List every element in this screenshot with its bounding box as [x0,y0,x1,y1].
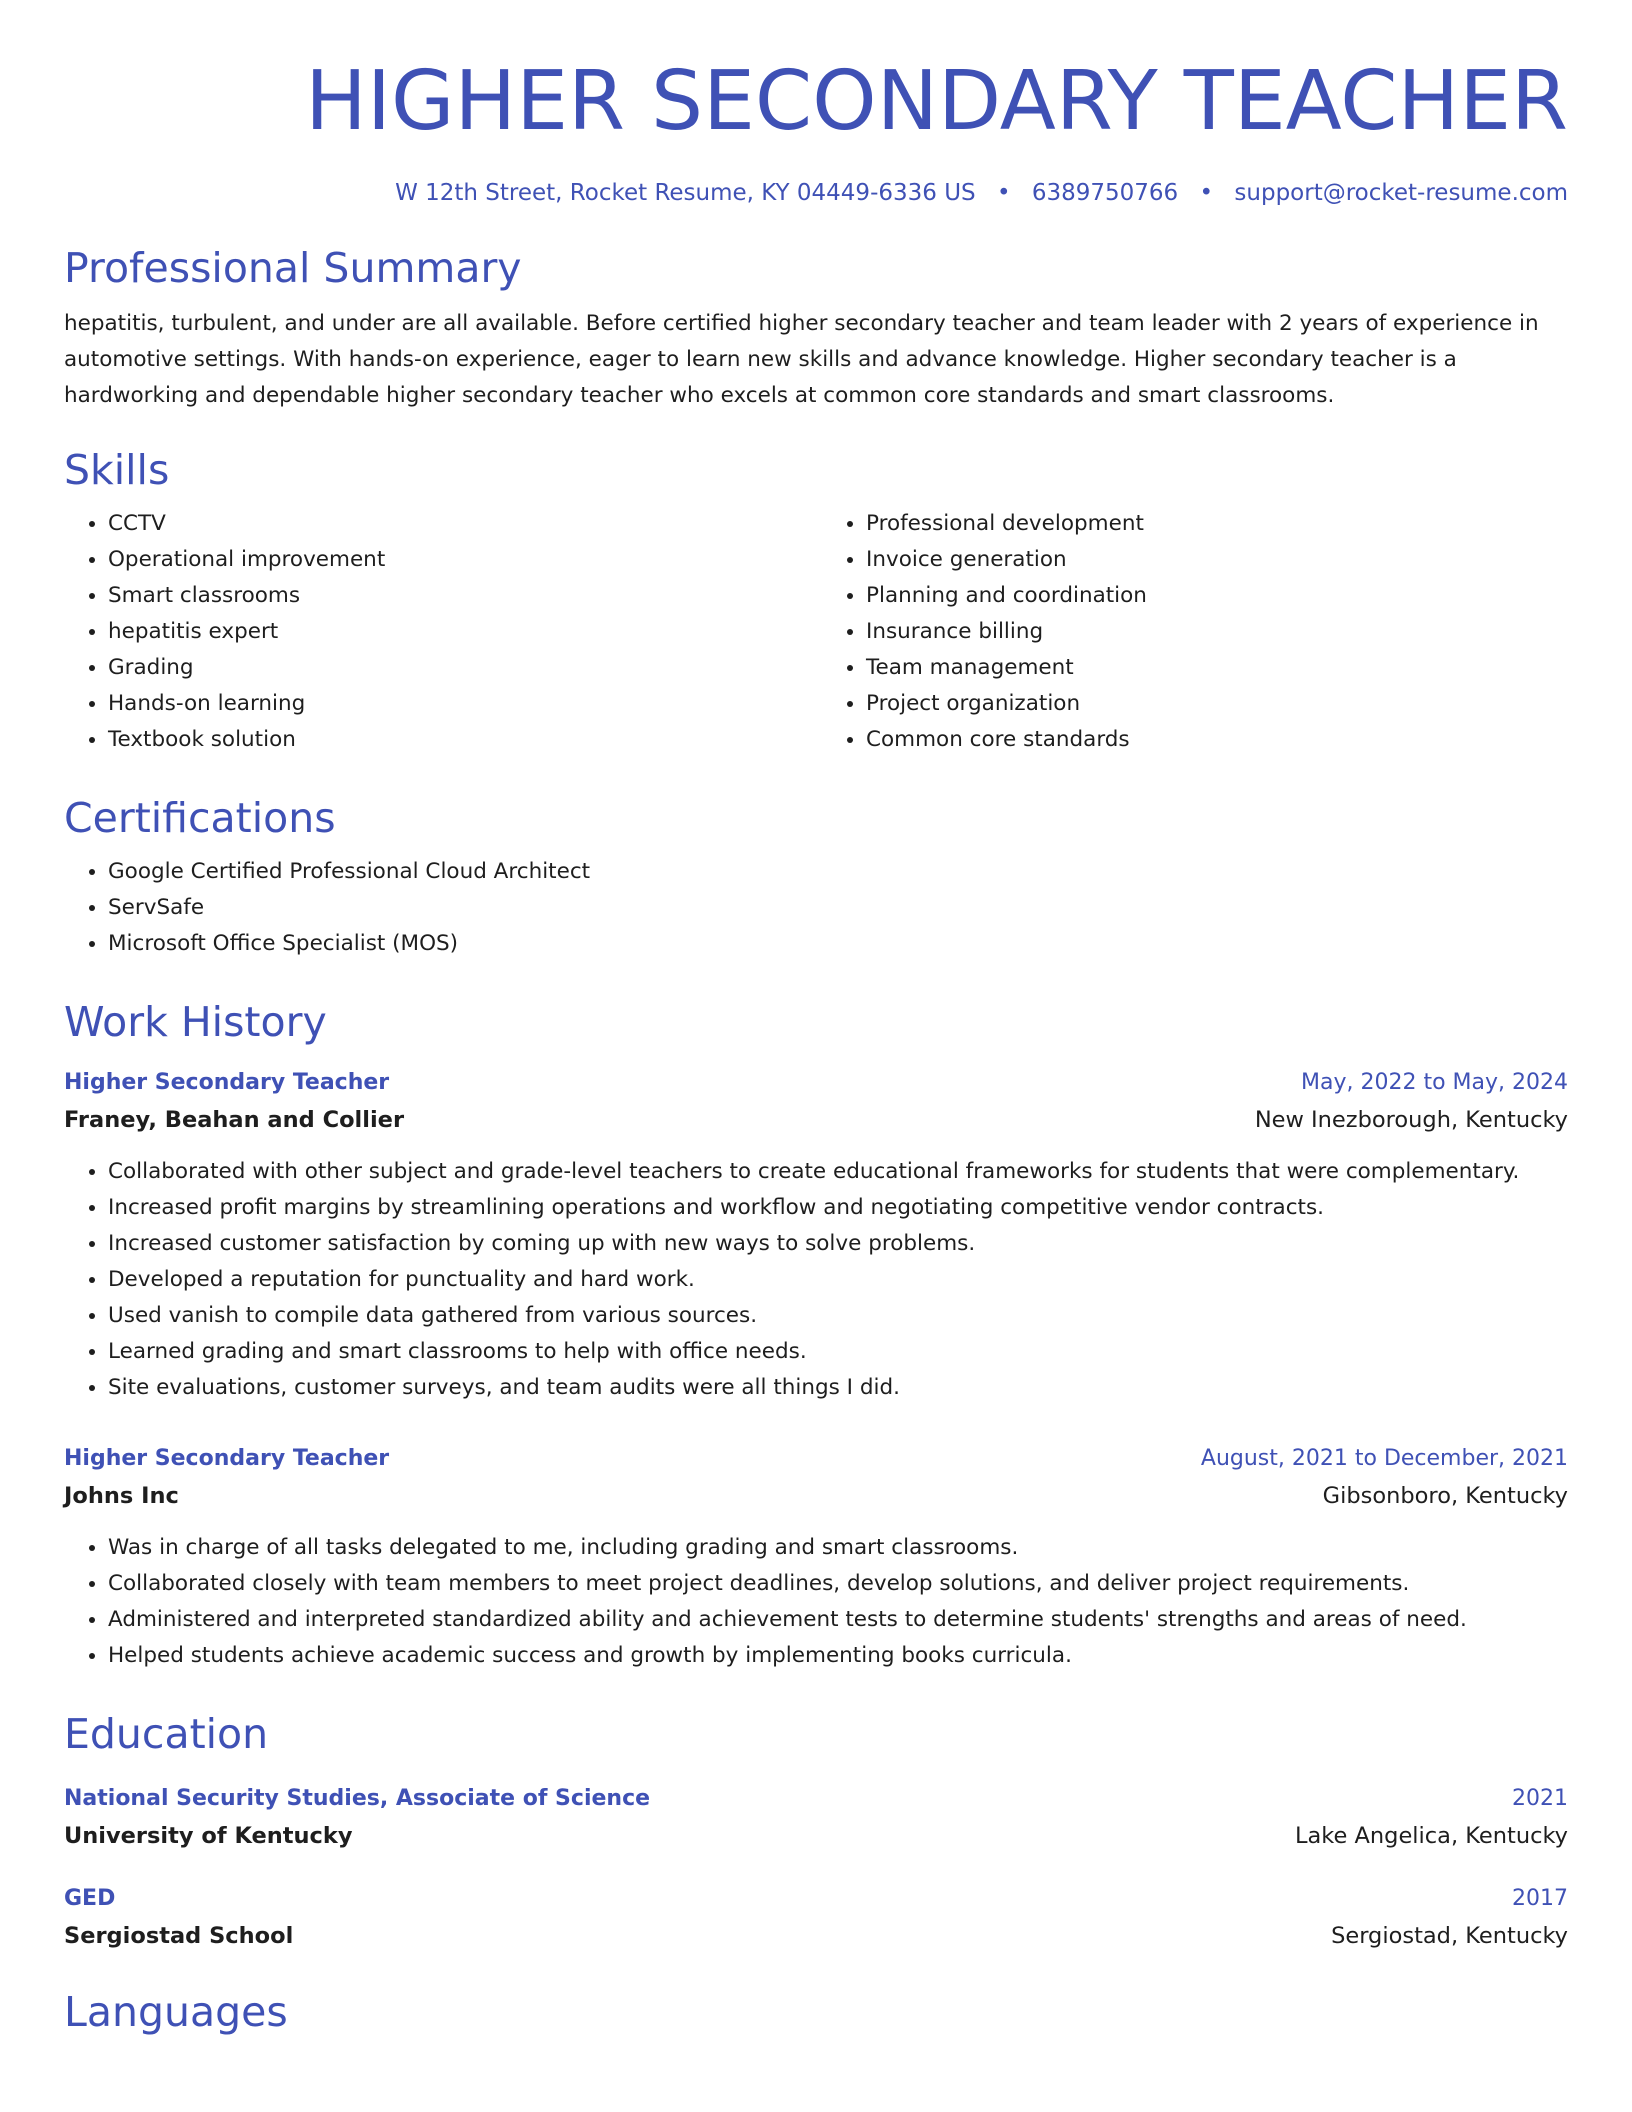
skills-grid [64,506,1568,758]
job-bullet: • Collaborated with other subject and grade-level teachers to create educational frameworks for students that were complementary. [108,1154,1568,1190]
skills-section [64,444,1568,758]
job-bullet: • Developed a reputation for punctuality and hard work. [108,1262,1568,1298]
certifications-section [64,792,1568,962]
job-company-row [64,1476,1568,1516]
skill-item: • Common core standards [866,722,1568,758]
contact-email: support@rocket-resume.com [1234,180,1568,206]
job-heading-row [64,1066,1568,1100]
job-company-row [64,1100,1568,1140]
work-history-section [64,996,1568,1674]
section-title-summary: Professional Summary [64,244,522,292]
job-bullet: • Site evaluations, customer surveys, and team audits were all things I did. [108,1370,1568,1406]
education-year: 2017 [1512,1886,1568,1911]
section-title-certifications: Certifications [64,794,336,842]
job-bullet: • Increased profit margins by streamlining operations and workflow and negotiating competitive vendor contracts. [108,1190,1568,1226]
job-role: Higher Secondary Teacher [64,1070,390,1095]
education-degree: GED [64,1886,116,1911]
skill-item: • Operational improvement [108,542,816,578]
skill-item: • hepatitis expert [108,614,816,650]
education-year: 2021 [1512,1786,1568,1811]
education-location: Lake Angelica, Kentucky [1294,1823,1568,1849]
education-section [64,1708,1568,1956]
job-role: Higher Secondary Teacher [64,1446,390,1471]
job-company: Franey, Beahan and Collier [64,1107,405,1133]
candidate-title: HIGHER SECONDARY TEACHER [305,54,1568,149]
job-bullet: • Helped students achieve academic success and growth by implementing books curricula. [108,1638,1568,1674]
education-degree: National Security Studies, Associate of Science [64,1786,651,1811]
skill-item: • Textbook solution [108,722,816,758]
skill-item: • Invoice generation [866,542,1568,578]
job-location: New Inezborough, Kentucky [1254,1107,1568,1133]
job-bullet: • Was in charge of all tasks delegated to me, including grading and smart classrooms. [108,1530,1568,1566]
contact-line [64,178,1568,208]
job-bullet: • Used vanish to compile data gathered from various sources. [108,1298,1568,1334]
job-heading-row [64,1442,1568,1476]
job-bullet: • Collaborated closely with team members to meet project deadlines, develop solutions, and deliver project requirements. [108,1566,1568,1602]
certifications-list [64,854,1568,962]
skill-item: • Smart classrooms [108,578,816,614]
job-bullets [64,1154,1568,1406]
contact-separator: • [996,180,1011,206]
education-location: Sergiostad, Kentucky [1331,1923,1568,1949]
skill-item: • CCTV [108,506,816,542]
education-school-row [64,1816,1568,1856]
section-title-education: Education [64,1710,269,1758]
skill-item: • Team management [866,650,1568,686]
education-heading-row [64,1882,1568,1916]
education-heading-row [64,1782,1568,1816]
job-bullet: • Learned grading and smart classrooms to help with office needs. [108,1334,1568,1370]
job-bullet: • Administered and interpreted standardized ability and achievement tests to determine students' strengths and areas of need. [108,1602,1568,1638]
education-school: University of Kentucky [64,1823,353,1849]
education-entry [64,1782,1568,1856]
job-entry [64,1442,1568,1674]
job-company: Johns Inc [64,1483,179,1509]
education-entry [64,1882,1568,1956]
certification-item: • Microsoft Office Specialist (MOS) [108,926,1568,962]
contact-separator: • [1199,180,1214,206]
job-bullets [64,1530,1568,1674]
skills-list-left [64,506,816,758]
skill-item: • Insurance billing [866,614,1568,650]
contact-address: W 12th Street, Rocket Resume, KY 04449-6336 US [395,180,976,206]
resume-header [64,0,1568,208]
skill-item: • Planning and coordination [866,578,1568,614]
section-title-languages: Languages [64,1988,288,2036]
job-dates: August, 2021 to December, 2021 [1200,1446,1568,1471]
section-title-skills: Skills [64,446,170,494]
section-title-work-history: Work History [64,998,327,1046]
job-entry [64,1066,1568,1406]
skill-item: • Professional development [866,506,1568,542]
certification-item: • ServSafe [108,890,1568,926]
skills-list-right [816,506,1568,758]
summary-text: hepatitis, turbulent, and under are all available. Before certified higher secondary teacher and team leader with 2 years of experience in automotive settings. With hands-on experience, eager to learn new skills and advance knowledge. Higher secondary teacher is a hardworking and dependable higher secondary teacher who excels at common core standards and smart classrooms. [64,311,1539,408]
summary-section [64,242,1568,414]
skill-item: • Hands-on learning [108,686,816,722]
job-location: Gibsonboro, Kentucky [1322,1483,1568,1509]
contact-phone: 6389750766 [1031,180,1179,206]
certification-item: • Google Certified Professional Cloud Architect [108,854,1568,890]
languages-section [64,1986,1568,2038]
education-school: Sergiostad School [64,1923,294,1949]
job-bullet: • Increased customer satisfaction by coming up with new ways to solve problems. [108,1226,1568,1262]
skill-item: • Project organization [866,686,1568,722]
skill-item: • Grading [108,650,816,686]
education-school-row [64,1916,1568,1956]
job-dates: May, 2022 to May, 2024 [1301,1070,1568,1095]
